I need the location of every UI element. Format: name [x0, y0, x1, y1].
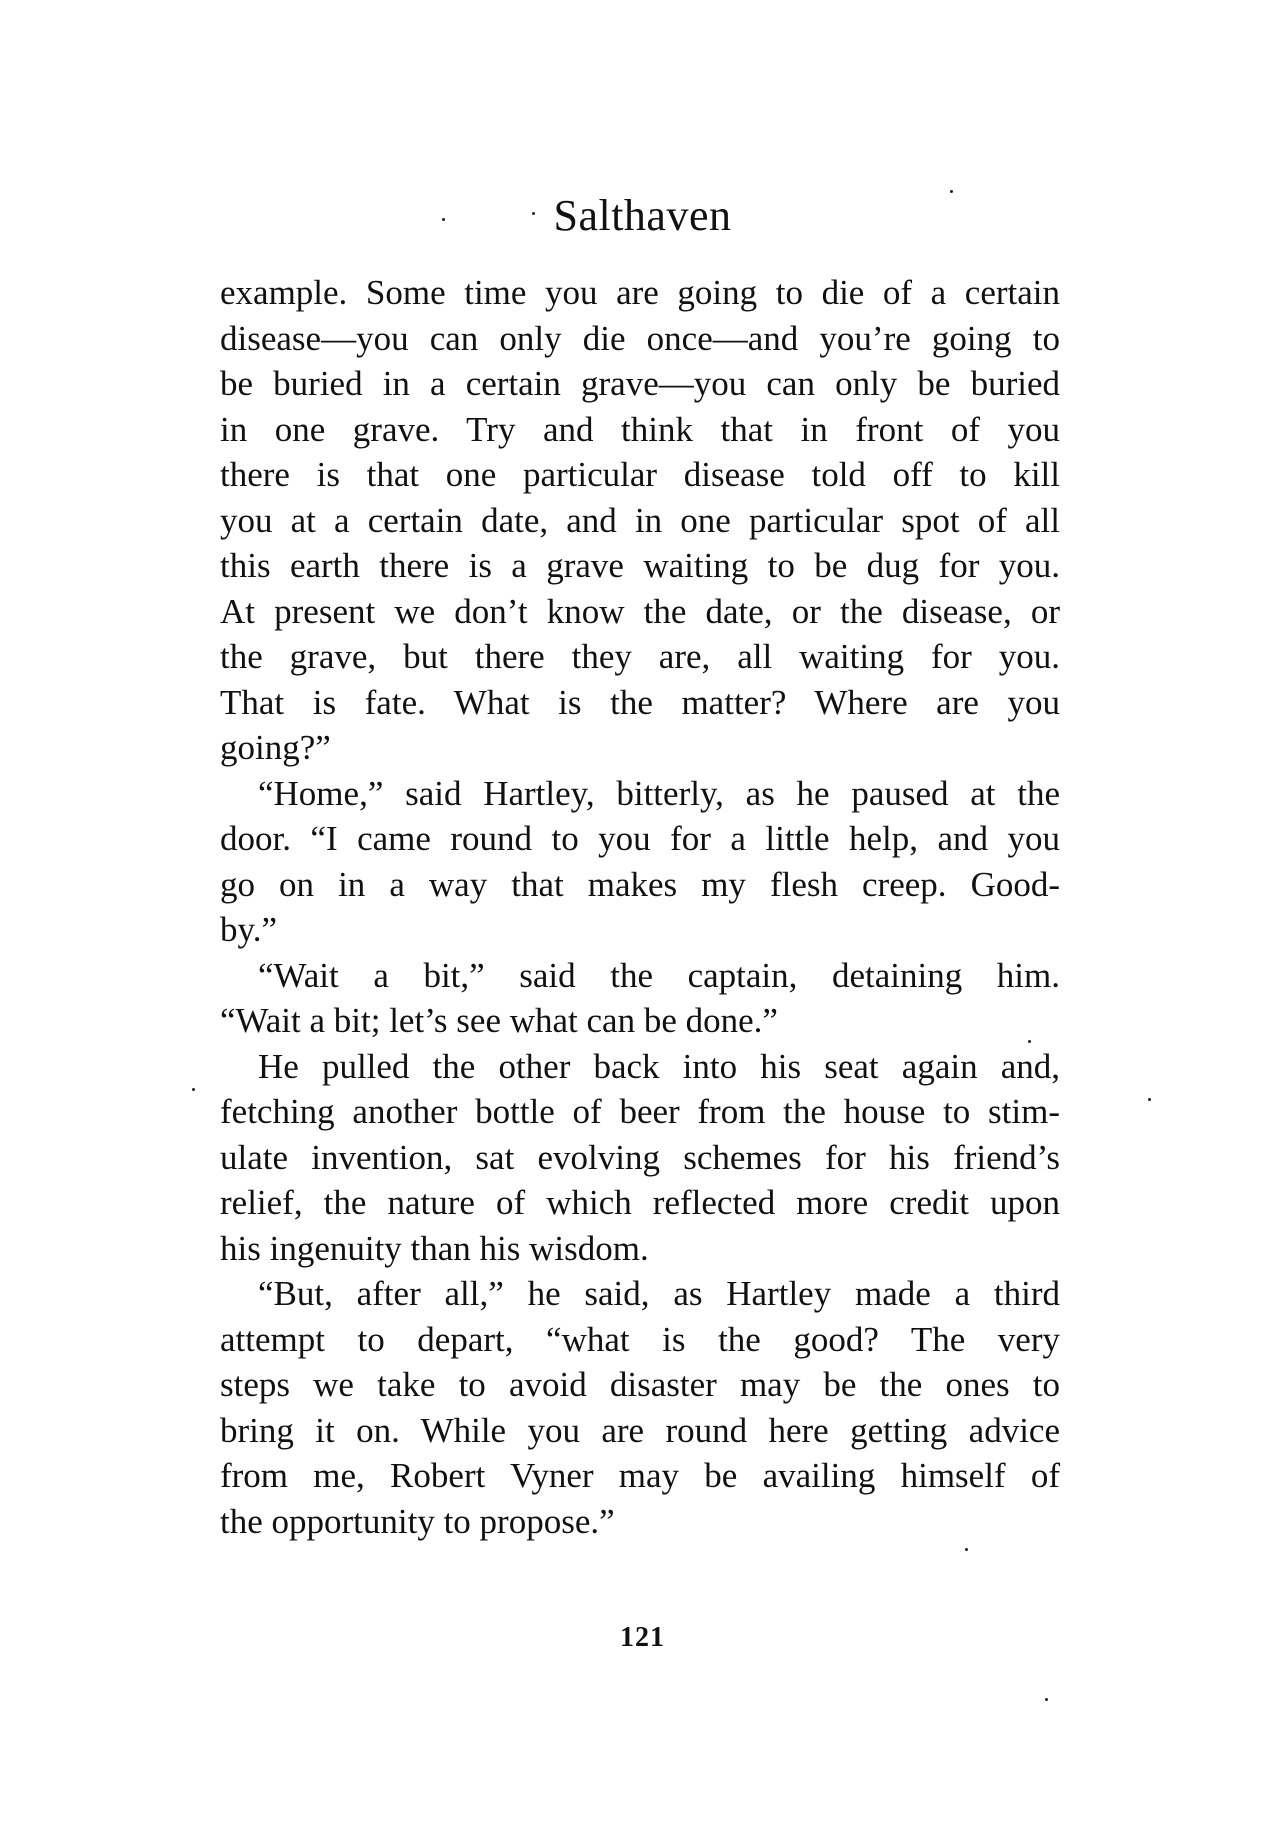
text-line: At present we don’t know the date, or the disease, or — [220, 591, 1060, 631]
text-line: in one grave. Try and think that in front of you — [220, 409, 1060, 449]
text-line: by.” — [220, 910, 278, 949]
text-line: fetching another bottle of beer from the house to stim- — [220, 1092, 1060, 1131]
text-line: attempt to depart, “what is the good? The very — [220, 1319, 1060, 1359]
text-line: example. Some time you are going to die of a certain — [220, 273, 1060, 312]
text-line: the opportunity to propose.” — [220, 1501, 615, 1541]
text-line: disease—you can only die once—and you’re going to — [220, 318, 1060, 358]
text-line: go on in a way that makes my flesh creep. Good- — [220, 864, 1060, 904]
text-line: “Home,” said Hartley, bitterly, as he paused at the — [258, 773, 1060, 813]
text-line: this earth there is a grave waiting to be dug for you. — [220, 546, 1060, 585]
paragraph — [220, 953, 1060, 1044]
text-line: “But, after all,” he said, as Hartley made a third — [258, 1274, 1060, 1313]
paragraph — [220, 1271, 1060, 1544]
text-line: there is that one particular disease told off to kill — [220, 455, 1060, 494]
scan-speck — [1045, 1698, 1048, 1701]
text-line: “Wait a bit; let’s see what can be done.” — [220, 1001, 778, 1040]
text-line: That is fate. What is the matter? Where are you — [220, 682, 1060, 722]
text-line: be buried in a certain grave—you can only be buried — [220, 364, 1060, 403]
text-line: “Wait a bit,” said the captain, detaining him. — [258, 955, 1060, 995]
text-line: relief, the nature of which reflected more credit upon — [220, 1183, 1060, 1222]
scan-speck — [532, 212, 535, 215]
scan-speck — [192, 1088, 195, 1091]
scan-speck — [950, 190, 953, 193]
text-line: steps we take to avoid disaster may be the ones to — [220, 1365, 1060, 1404]
paragraph — [220, 771, 1060, 953]
scan-speck — [965, 1548, 968, 1551]
text-line: He pulled the other back into his seat again and, — [258, 1046, 1060, 1086]
scan-speck — [1028, 1040, 1031, 1043]
text-line: you at a certain date, and in one particular spot of all — [220, 500, 1060, 540]
text-line: his ingenuity than his wisdom. — [220, 1228, 649, 1268]
text-line: bring it on. While you are round here getting advice — [220, 1410, 1060, 1450]
text-line: going?” — [220, 728, 331, 767]
scan-speck — [1148, 1098, 1151, 1101]
text-line: the grave, but there they are, all waiting for you. — [220, 637, 1060, 676]
text-line: door. “I came round to you for a little help, and you — [220, 819, 1060, 858]
text-line: ulate invention, sat evolving schemes for his friend’s — [220, 1137, 1060, 1177]
paragraph — [220, 1044, 1060, 1272]
text-line: from me, Robert Vyner may be availing himself of — [220, 1456, 1060, 1495]
running-title: Salthaven — [553, 191, 732, 240]
scan-speck — [442, 218, 445, 221]
body-text — [220, 270, 1060, 1544]
page-number: 121 — [620, 1622, 665, 1653]
paragraph — [220, 270, 1060, 771]
